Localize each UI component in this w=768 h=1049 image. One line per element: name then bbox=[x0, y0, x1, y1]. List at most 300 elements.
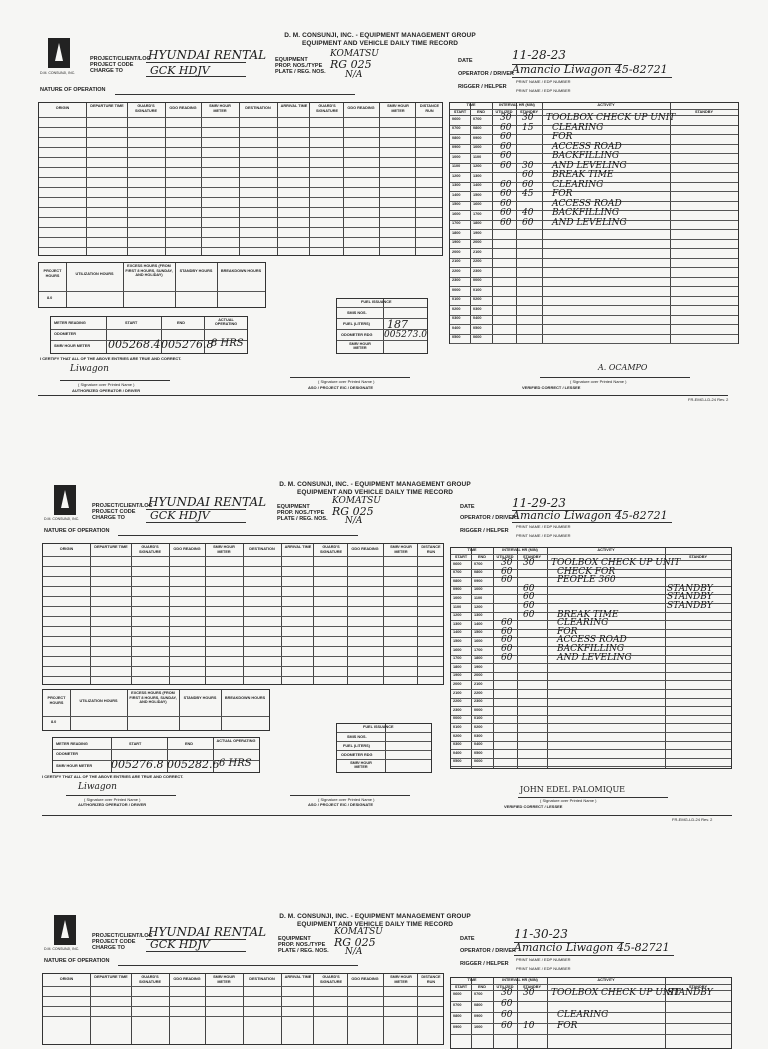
time-start: 1300 bbox=[452, 183, 461, 187]
col-smr: SMR/ HOUR METER bbox=[213, 545, 235, 554]
time-start: 0800 bbox=[453, 1013, 462, 1018]
time-end: 1400 bbox=[473, 183, 482, 187]
time-end: 0100 bbox=[474, 716, 483, 721]
time-start: 0200 bbox=[453, 733, 462, 738]
equipment-value: KOMATSU bbox=[330, 49, 379, 59]
project-code-label: PROJECT CODE bbox=[90, 62, 134, 68]
aso-sig-line bbox=[290, 377, 410, 378]
time-end: 0000 bbox=[474, 707, 483, 712]
utilized-value: 60 bbox=[501, 999, 513, 1009]
company-logo bbox=[54, 915, 76, 945]
project-label: PROJECT/CLIENT/LOC bbox=[90, 56, 151, 62]
util-project-hours: 8.0 bbox=[51, 720, 57, 724]
prop-value: RG 025 bbox=[334, 936, 376, 949]
col-guard-sig: GUARD'S SIGNATURE bbox=[134, 104, 158, 113]
meter-row-odometer: ODOMETER bbox=[54, 332, 76, 336]
time-start: 1100 bbox=[453, 604, 462, 609]
rigger-label: RIGGER / HELPER bbox=[458, 84, 507, 90]
activity-text: TOOLBOX CHECK UP UNIT bbox=[546, 113, 676, 123]
time-start: 0300 bbox=[453, 742, 462, 747]
prop-value: RG 025 bbox=[332, 505, 374, 518]
time-start: 0600 bbox=[453, 561, 462, 566]
col-arrival: ARRIVAL TIME bbox=[284, 975, 312, 979]
time-row-line bbox=[450, 248, 738, 249]
standby-value: 60 bbox=[522, 217, 534, 228]
activity-text: FOR bbox=[557, 1021, 578, 1031]
company-logo bbox=[54, 485, 76, 515]
rigger-label: RIGGER / HELPER bbox=[460, 528, 509, 534]
company-line1: D. M. CONSUNJI, INC. - EQUIPMENT MANAGEMENT GROUP bbox=[279, 481, 471, 488]
activity-text: TOOLBOX CHECK UP UNIT bbox=[551, 558, 681, 568]
meter-end-value: 005276.8 bbox=[161, 338, 214, 351]
company-line1: D. M. CONSUNJI, INC. - EQUIPMENT MANAGEMENT GROUP bbox=[284, 32, 476, 39]
fuel-odo-value: 005273.0 bbox=[384, 330, 427, 340]
time-end: 2000 bbox=[474, 673, 483, 678]
fuel-title: FUEL ISSUANCE bbox=[361, 300, 392, 304]
activity-text: CLEARING bbox=[552, 179, 604, 190]
col-guard-sig: GUARD'S SIGNATURE bbox=[138, 975, 162, 984]
utilized-value: 60 bbox=[500, 122, 512, 133]
driver-sig-line bbox=[66, 795, 176, 796]
time-start: 0400 bbox=[453, 750, 462, 755]
nature-line bbox=[115, 94, 355, 95]
prop-value: RG 025 bbox=[330, 58, 372, 71]
time-row-line bbox=[451, 1023, 731, 1024]
col-standby-2: STANDBY bbox=[694, 110, 714, 114]
col-departure: DEPARTURE TIME bbox=[94, 545, 128, 549]
activity-text: FOR bbox=[552, 132, 573, 142]
time-end: 0800 bbox=[473, 126, 482, 130]
charge-line bbox=[146, 76, 246, 77]
col-origin: ORIGIN bbox=[55, 106, 70, 110]
driver-sig-caption: ( Signature over Printed Name ) bbox=[84, 797, 141, 802]
time-row-line bbox=[451, 723, 731, 724]
time-end: 1800 bbox=[474, 656, 483, 661]
charge-to-label: CHARGE TO bbox=[92, 515, 125, 521]
fuel-title: FUEL ISSUANCE bbox=[363, 725, 394, 729]
date-line bbox=[512, 64, 622, 65]
time-start: 0500 bbox=[452, 335, 461, 339]
equipment-label: EQUIPMENT bbox=[277, 504, 310, 510]
col-start: START bbox=[453, 110, 467, 114]
time-start: 0700 bbox=[453, 1002, 462, 1007]
fuel-row-odo: ODOMETER RDG bbox=[341, 753, 373, 757]
col-guard-sig-2: GUARD'S SIGNATURE bbox=[319, 975, 343, 984]
col-odo: ODO READING bbox=[173, 547, 201, 551]
time-end: 1200 bbox=[473, 164, 482, 168]
company-title bbox=[275, 481, 475, 497]
col-departure: DEPARTURE TIME bbox=[90, 104, 124, 108]
standby-value: 40 bbox=[522, 208, 534, 218]
operator-value: Amancio Liwagon 45-82721 bbox=[512, 63, 668, 76]
time-start: 1000 bbox=[452, 154, 461, 159]
col-origin: ORIGIN bbox=[59, 547, 74, 551]
fuel-liters-value: 187 bbox=[387, 318, 408, 331]
time-log-table bbox=[450, 977, 732, 1049]
time-start: 1000 bbox=[453, 595, 462, 600]
operator-label: OPERATOR / DRIVER bbox=[460, 515, 517, 521]
time-end: 0900 bbox=[474, 578, 483, 583]
plate-value: N/A bbox=[345, 70, 363, 80]
time-end: 1900 bbox=[474, 664, 483, 669]
fuel-table bbox=[336, 298, 428, 354]
meter-col-reading: METER READING bbox=[56, 742, 88, 746]
time-row-line bbox=[450, 334, 738, 335]
utilized-value: 60 bbox=[500, 198, 512, 209]
standby-value: 60 bbox=[523, 609, 535, 620]
time-row-line bbox=[450, 286, 738, 287]
time-end: 0400 bbox=[474, 742, 483, 747]
aso-sig-caption: ( Signature over Printed Name ) bbox=[318, 379, 375, 384]
date-value: 11-28-23 bbox=[512, 48, 566, 62]
util-col-standby: STANDBY HOURS bbox=[179, 269, 213, 273]
standby-value: 60 bbox=[522, 170, 534, 180]
equipment-value: KOMATSU bbox=[332, 496, 381, 506]
col-guard-sig-2: GUARD'S SIGNATURE bbox=[315, 104, 339, 113]
lessee-label: VERIFIED CORRECT / LESSEE bbox=[504, 804, 563, 809]
time-start: 2300 bbox=[453, 707, 462, 712]
time-row-line bbox=[451, 698, 731, 699]
meter-col-actual: ACTUAL OPERATING bbox=[214, 318, 238, 326]
time-end: 1700 bbox=[474, 647, 483, 652]
lessee-sig-caption: ( Signature over Printed Name ) bbox=[570, 379, 627, 384]
driver-authorized: AUTHORIZED OPERATOR / DRIVER bbox=[78, 802, 147, 807]
col-time: TIME bbox=[467, 548, 477, 552]
activity-text: CHECK FOR bbox=[557, 566, 616, 577]
company-line2: EQUIPMENT AND VEHICLE DAILY TIME RECORD bbox=[301, 40, 459, 47]
nature-label: NATURE OF OPERATION bbox=[40, 87, 106, 93]
time-end: 1500 bbox=[474, 630, 483, 635]
standby-value: 60 bbox=[523, 583, 535, 594]
time-end: 0100 bbox=[473, 287, 482, 292]
utilized-value: 30 bbox=[500, 113, 512, 123]
prop-label: PROP. NOS./TYPE bbox=[278, 942, 326, 948]
util-col-standby: STANDBY HOURS bbox=[183, 696, 217, 700]
time-start: 2300 bbox=[452, 278, 461, 282]
driver-sig-line bbox=[60, 380, 170, 381]
utilized-value: 60 bbox=[500, 179, 512, 190]
meter-row-smr: SMR/ HOUR METER bbox=[56, 764, 93, 768]
time-start: 0800 bbox=[453, 578, 462, 583]
time-row-line bbox=[451, 741, 731, 742]
activity-text: BACKFILLING bbox=[552, 151, 620, 161]
driver-signature: Liwagon bbox=[70, 364, 109, 374]
standby-value: 60 bbox=[523, 592, 535, 603]
aso-label: ASO / PROJECT EIC / DESIGNATE bbox=[308, 385, 374, 390]
project-value: HYUNDAI RENTAL bbox=[148, 48, 267, 62]
col-standby: STANDBY bbox=[519, 110, 539, 114]
certify-text: I CERTIFY THAT ALL OF THE ABOVE ENTRIES ARE TRUE AND CORRECT. bbox=[42, 774, 184, 779]
time-row-line bbox=[450, 267, 738, 268]
time-row-line bbox=[450, 229, 738, 230]
project-label: PROJECT/CLIENT/LOC bbox=[92, 933, 153, 939]
time-row-line bbox=[450, 296, 738, 297]
print-name-label: PRINT NAME / EDP NUMBER bbox=[516, 79, 571, 84]
time-start: 0700 bbox=[453, 570, 462, 575]
plate-label: PLATE / REG. NOS. bbox=[275, 69, 326, 75]
date-line bbox=[512, 510, 622, 511]
time-row-line bbox=[450, 239, 738, 240]
time-record-form-1 bbox=[0, 0, 768, 415]
col-arrival: ARRIVAL TIME bbox=[284, 545, 312, 549]
project-code-value: GCK HDJV bbox=[150, 509, 210, 522]
time-end: 1200 bbox=[474, 604, 483, 609]
time-end: 0900 bbox=[474, 1013, 483, 1018]
time-end: 0700 bbox=[473, 116, 482, 121]
operator-label: OPERATOR / DRIVER bbox=[458, 71, 515, 77]
time-record-form-3 bbox=[0, 905, 768, 1031]
time-start: 1500 bbox=[453, 638, 462, 643]
time-row-line bbox=[450, 134, 738, 135]
utilized-value: 60 bbox=[501, 1021, 513, 1031]
company-line2: EQUIPMENT AND VEHICLE DAILY TIME RECORD bbox=[296, 489, 454, 496]
date-label: DATE bbox=[460, 936, 475, 942]
company-title bbox=[280, 32, 480, 48]
fuel-table bbox=[336, 723, 432, 773]
time-row-line bbox=[451, 758, 731, 759]
util-col-project: PROJECT HOURS bbox=[43, 269, 62, 278]
time-start: 2000 bbox=[452, 249, 461, 254]
time-row-line bbox=[450, 191, 738, 192]
col-destination: DESTINATION bbox=[249, 977, 275, 981]
trip-log-table bbox=[38, 102, 443, 256]
meter-col-start: START bbox=[129, 742, 142, 746]
col-distance: DISTANCE RUN bbox=[421, 545, 441, 554]
col-standby-2: STANDBY bbox=[688, 985, 708, 989]
utilized-value: 60 bbox=[500, 132, 512, 142]
standby-text: STANDBY bbox=[667, 601, 713, 611]
time-start: 0000 bbox=[453, 716, 462, 721]
utilized-value: 60 bbox=[501, 652, 513, 663]
col-activity: ACTIVITY bbox=[597, 978, 615, 982]
time-start: 0900 bbox=[452, 145, 461, 149]
utilized-value: 60 bbox=[500, 189, 512, 199]
activity-text: CLEARING bbox=[557, 618, 609, 629]
col-destination: DESTINATION bbox=[249, 547, 275, 551]
meter-row-odometer: ODOMETER bbox=[56, 752, 78, 756]
standby-value: 10 bbox=[523, 1021, 535, 1031]
time-row-line bbox=[451, 732, 731, 733]
col-smr-2: SMR/ HOUR METER bbox=[390, 545, 412, 554]
meter-col-end: END bbox=[177, 321, 186, 325]
charge-to-label: CHARGE TO bbox=[90, 68, 123, 74]
meter-col-actual: ACTUAL OPERATING bbox=[216, 739, 256, 743]
utilized-value: 60 bbox=[501, 618, 513, 629]
col-smr: SMR/ HOUR METER bbox=[213, 975, 235, 984]
time-end: 0500 bbox=[474, 750, 483, 755]
time-row-line bbox=[451, 749, 731, 750]
activity-text: FOR bbox=[557, 626, 578, 637]
aso-label: ASO / PROJECT EIC / DESIGNATE bbox=[308, 802, 374, 807]
meter-col-reading: METER READING bbox=[54, 321, 86, 325]
time-end: 2200 bbox=[474, 690, 483, 695]
time-start: 1600 bbox=[452, 211, 461, 216]
time-start: 2200 bbox=[452, 268, 461, 273]
company-line2: EQUIPMENT AND VEHICLE DAILY TIME RECORD bbox=[296, 921, 454, 928]
operator-line bbox=[512, 77, 672, 78]
time-start: 1400 bbox=[453, 630, 462, 635]
time-row-line bbox=[450, 277, 738, 278]
time-start: 1200 bbox=[453, 613, 462, 618]
fuel-row-liters: FUEL (LITERS) bbox=[343, 322, 370, 326]
time-end: 1300 bbox=[474, 613, 483, 618]
time-start: 0600 bbox=[452, 116, 461, 121]
time-end: 0300 bbox=[474, 733, 483, 738]
col-start: START bbox=[454, 985, 468, 989]
time-row-line bbox=[451, 706, 731, 707]
time-row-line bbox=[450, 258, 738, 259]
standby-value: 15 bbox=[522, 122, 534, 133]
meter-table bbox=[52, 737, 260, 773]
time-row-line bbox=[451, 1034, 731, 1035]
operator-label: OPERATOR / DRIVER bbox=[460, 948, 517, 954]
time-start: 0600 bbox=[453, 991, 462, 996]
lessee-signature: A. OCAMPO bbox=[598, 363, 648, 372]
col-guard-sig-2: GUARD'S SIGNATURE bbox=[319, 545, 343, 554]
equipment-label: EQUIPMENT bbox=[275, 57, 308, 63]
project-line bbox=[146, 939, 246, 940]
equipment-label: EQUIPMENT bbox=[278, 936, 311, 942]
fuel-row-smr: SMR/ HOUR METER bbox=[350, 761, 372, 769]
col-standby-2: STANDBY bbox=[688, 555, 708, 559]
activity-text: TOOLBOX CHECK UP UNIT bbox=[551, 988, 681, 998]
nature-label: NATURE OF OPERATION bbox=[44, 958, 110, 964]
operator-value: Amancio Liwagon 45-82721 bbox=[514, 941, 670, 954]
col-end: END bbox=[477, 555, 487, 559]
operator-value: Amancio Liwagon 45-82721 bbox=[512, 509, 668, 522]
standby-value: 30 bbox=[523, 988, 535, 998]
time-row-line bbox=[450, 324, 738, 325]
time-start: 1700 bbox=[453, 656, 462, 661]
time-start: 1500 bbox=[452, 202, 461, 206]
print-name-label-2: PRINT NAME / EDP NUMBER bbox=[516, 533, 571, 538]
date-label: DATE bbox=[458, 58, 473, 64]
utilized-value: 60 bbox=[500, 141, 512, 152]
time-end: 0700 bbox=[474, 991, 483, 996]
equipment-value: KOMATSU bbox=[334, 927, 383, 937]
driver-sig-caption: ( Signature over Printed Name ) bbox=[78, 382, 135, 387]
time-end: 0600 bbox=[473, 335, 482, 339]
col-guard-sig: GUARD'S SIGNATURE bbox=[138, 545, 162, 554]
time-end: 0500 bbox=[473, 325, 482, 330]
time-row-line bbox=[450, 305, 738, 306]
meter-row-smr: SMR/ HOUR METER bbox=[54, 344, 91, 348]
time-start: 2100 bbox=[452, 259, 461, 263]
col-destination: DESTINATION bbox=[245, 106, 271, 110]
col-standby: STANDBY bbox=[522, 985, 542, 989]
meter-start-value: 005268.4 bbox=[108, 338, 161, 351]
plate-label: PLATE / REG. NOS. bbox=[277, 516, 328, 522]
utilized-value: 60 bbox=[500, 160, 512, 171]
time-row-line bbox=[451, 715, 731, 716]
col-origin: ORIGIN bbox=[59, 977, 74, 981]
time-start: 1900 bbox=[453, 673, 462, 678]
standby-value: 30 bbox=[522, 160, 534, 171]
project-code-value: GCK HDJV bbox=[150, 938, 210, 951]
print-name-label-2: PRINT NAME / EDP NUMBER bbox=[516, 966, 571, 971]
util-col-excess: EXCESS HOURS (FROM FIRST 8 HOURS, SUNDAY, AND HOLIDAY) bbox=[129, 691, 177, 704]
activity-text: CLEARING bbox=[557, 1010, 609, 1020]
meter-col-end: END bbox=[185, 742, 194, 746]
time-start: 0100 bbox=[453, 724, 462, 729]
utilized-value: 60 bbox=[501, 1010, 513, 1020]
time-start: 2200 bbox=[453, 699, 462, 704]
fuel-row-smis: SMIS NOS. bbox=[347, 311, 367, 315]
util-col-breakdown: BREAKDOWN HOURS bbox=[224, 696, 266, 700]
col-end: END bbox=[477, 985, 487, 989]
time-end: 1900 bbox=[473, 230, 482, 235]
activity-text: BREAK TIME bbox=[557, 609, 619, 620]
plate-value: N/A bbox=[345, 947, 363, 957]
time-end: 1600 bbox=[474, 638, 483, 643]
col-smr-2: SMR/ HOUR METER bbox=[387, 104, 409, 113]
fuel-row-liters: FUEL (LITERS) bbox=[343, 744, 370, 748]
logo-caption: D.M. CONSUNJI, INC. bbox=[44, 947, 80, 951]
time-start: 1800 bbox=[453, 664, 462, 669]
project-code-label: PROJECT CODE bbox=[92, 939, 136, 945]
lessee-sig-line bbox=[540, 377, 690, 378]
col-smr: SMR/ HOUR METER bbox=[209, 104, 231, 113]
utilized-value: 60 bbox=[500, 208, 512, 218]
time-start: 1100 bbox=[452, 164, 461, 168]
utilization-table bbox=[42, 689, 270, 731]
activity-text: BACKFILLING bbox=[557, 644, 625, 654]
date-value: 11-29-23 bbox=[512, 496, 566, 510]
time-start: 0000 bbox=[452, 287, 461, 292]
driver-signature: Liwagon bbox=[78, 782, 117, 792]
col-distance: DISTANCE RUN bbox=[421, 975, 441, 984]
time-end: 0400 bbox=[473, 316, 482, 320]
utilized-value: 60 bbox=[501, 575, 513, 586]
time-start: 1800 bbox=[452, 230, 461, 235]
time-row-line bbox=[451, 672, 731, 673]
form-number: FR-EMG-LD-24 Rev. 2 bbox=[688, 397, 729, 402]
date-value: 11-30-23 bbox=[514, 927, 568, 941]
activity-text: AND LEVELING bbox=[552, 160, 627, 171]
col-odo: ODO READING bbox=[173, 977, 201, 981]
col-interval: INTERVAL HR (MIN) bbox=[502, 548, 538, 552]
trip-log-table bbox=[42, 543, 444, 685]
col-departure: DEPARTURE TIME bbox=[94, 975, 128, 979]
project-value: HYUNDAI RENTAL bbox=[148, 495, 267, 509]
col-odo-2: ODO READING bbox=[351, 977, 379, 981]
certify-text: I CERTIFY THAT ALL OF THE ABOVE ENTRIES ARE TRUE AND CORRECT. bbox=[40, 356, 182, 361]
utilized-value: 60 bbox=[501, 644, 513, 654]
nature-line bbox=[118, 535, 358, 536]
time-end: 2100 bbox=[474, 681, 483, 686]
col-utilized: UTILIZED bbox=[495, 110, 513, 114]
date-line bbox=[514, 942, 624, 943]
time-row-line bbox=[451, 689, 731, 690]
time-start: 1700 bbox=[452, 221, 461, 225]
col-interval: INTERVAL HR (MIN) bbox=[499, 103, 535, 107]
time-start: 0200 bbox=[452, 306, 461, 311]
standby-text: STANDBY bbox=[667, 592, 713, 603]
meter-actual-value: 8 HRS bbox=[211, 338, 244, 349]
standby-text: STANDBY bbox=[667, 583, 713, 594]
standby-value: 30 bbox=[522, 113, 534, 123]
col-odo: ODO READING bbox=[169, 106, 197, 110]
util-col-excess: EXCESS HOURS (FROM FIRST 8 HOURS, SUNDAY, AND HOLIDAY) bbox=[125, 264, 173, 277]
time-end: 1800 bbox=[473, 221, 482, 225]
time-end: 1100 bbox=[473, 154, 482, 159]
project-line bbox=[146, 509, 246, 510]
activity-text: CLEARING bbox=[552, 122, 604, 133]
time-row-line bbox=[451, 680, 731, 681]
time-row-line bbox=[451, 1001, 731, 1002]
utilized-value: 60 bbox=[501, 635, 513, 646]
meter-actual-value: 6 HRS bbox=[219, 758, 252, 769]
